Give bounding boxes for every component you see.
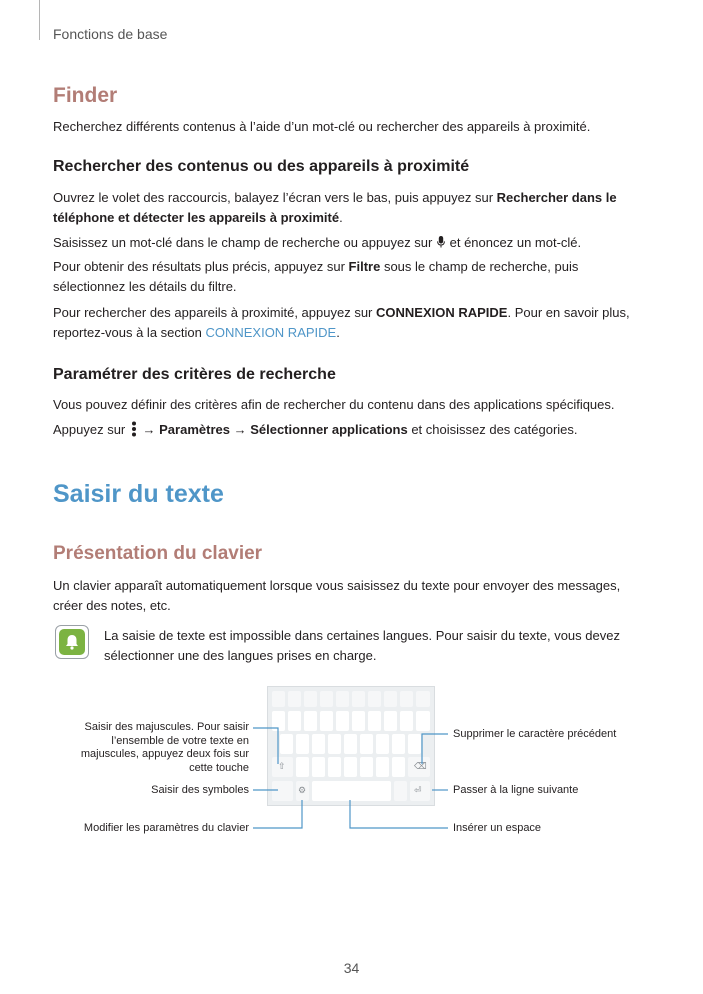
symbols-key <box>272 781 293 801</box>
criteria-p2-selectionner: Sélectionner applications <box>250 422 408 437</box>
key <box>416 691 430 707</box>
key <box>288 711 301 731</box>
running-header: Fonctions de base <box>53 26 168 42</box>
key <box>344 757 357 777</box>
search-p4-text-a: Pour rechercher des appareils à proximité, appuyez sur <box>53 305 376 320</box>
key <box>320 691 333 707</box>
key <box>336 691 349 707</box>
criteria-p2-arrow-2: → <box>229 422 251 437</box>
search-p4-text-d: . <box>336 324 340 340</box>
key <box>320 711 333 731</box>
backspace-icon: ⌫ <box>414 761 427 771</box>
search-p4-bold: CONNEXION RAPIDE <box>376 305 508 320</box>
finder-intro: Recherchez différents contenus à l’aide d’un mot-clé ou rechercher des appareils à proximité. <box>53 119 591 134</box>
key <box>280 734 293 754</box>
key <box>304 711 317 731</box>
search-p2-text-a: Saisissez un mot-clé dans le champ de recherche ou appuyez sur <box>53 235 433 250</box>
criteria-paragraph-2 <box>53 420 649 440</box>
key <box>392 757 405 777</box>
key <box>288 691 301 707</box>
clavier-heading: Présentation du clavier <box>53 543 263 564</box>
shift-arrow-icon: ⇧ <box>278 761 286 771</box>
clavier-intro: Un clavier apparaît automatiquement lorsque vous saisissez du texte pour envoyer des messages, créer des notes, etc. <box>53 578 621 613</box>
search-p3-text-c: sous le champ de recherche, puis sélectionnez les détails du filtre. <box>53 259 579 294</box>
search-p1-text-a: Ouvrez le volet des raccourcis, balayez l’écran vers le bas, puis appuyez sur <box>53 190 497 205</box>
callout-espace: Insérer un espace <box>453 822 542 834</box>
key <box>394 781 407 801</box>
key <box>312 757 325 777</box>
key <box>376 734 389 754</box>
key <box>272 711 285 731</box>
keyboard-illustration <box>267 686 435 806</box>
shift-key <box>272 757 293 777</box>
search-p1-bold: Rechercher dans le téléphone et détecter les appareils à proximité <box>53 190 617 225</box>
gear-icon: ⚙ <box>298 785 307 795</box>
note-text: La saisie de texte est impossible dans certaines langues. Pour saisir du texte, vous devez sélectionner une des langues prises en charge. <box>104 628 620 663</box>
header-rule <box>39 0 40 40</box>
callout-symboles: Saisir des symboles <box>151 784 249 796</box>
key <box>400 711 413 731</box>
key <box>392 734 405 754</box>
search-p1-text-c: . <box>339 209 343 225</box>
key <box>368 711 381 731</box>
callout-majuscules: Saisir des majuscules. Pour saisir l’ensemble de votre texte en majuscules, appuyez deux fois sur cette touche <box>80 721 249 774</box>
search-p3-bold: Filtre <box>348 259 381 274</box>
key <box>416 711 430 731</box>
key <box>360 734 373 754</box>
microphone-icon <box>437 236 445 248</box>
search-paragraph-4 <box>53 303 649 342</box>
enter-icon: ⏎ <box>414 785 422 795</box>
connexion-rapide-link[interactable]: CONNEXION RAPIDE <box>205 324 337 340</box>
space-key <box>312 781 391 801</box>
criteria-p2-parametres: Paramètres <box>159 422 230 437</box>
criteria-p2-arrow: → <box>142 422 160 437</box>
key <box>384 711 397 731</box>
more-options-icon <box>131 421 137 437</box>
key <box>328 734 341 754</box>
finder-heading: Finder <box>53 84 118 107</box>
key <box>296 757 309 777</box>
page-number: 34 <box>343 960 360 976</box>
key <box>312 734 325 754</box>
key <box>296 734 309 754</box>
key <box>408 734 421 754</box>
search-p2-text-b: et énoncez un mot-clé. <box>449 235 582 250</box>
enter-key <box>410 781 430 801</box>
key <box>352 711 365 731</box>
search-paragraph-3 <box>53 257 649 296</box>
criteria-p2-text-a: Appuyez sur <box>53 422 126 437</box>
notification-bell-icon <box>55 625 89 659</box>
saisir-heading: Saisir du texte <box>53 480 224 508</box>
callout-supprimer: Supprimer le caractère précédent <box>453 728 617 740</box>
key <box>272 691 285 707</box>
criteria-p2-text-f: et choisissez des catégories. <box>407 422 578 437</box>
callout-parametres: Modifier les paramètres du clavier <box>83 822 249 834</box>
search-content-heading: Rechercher des contenus ou des appareils à proximité <box>53 158 470 175</box>
key <box>344 734 357 754</box>
key <box>384 691 397 707</box>
key <box>368 691 381 707</box>
key <box>336 711 349 731</box>
key <box>360 757 373 777</box>
search-paragraph-1 <box>53 188 649 227</box>
backspace-key <box>408 757 430 777</box>
key <box>376 757 389 777</box>
search-p3-text-a: Pour obtenir des résultats plus précis, appuyez sur <box>53 259 349 274</box>
criteria-paragraph-1: Vous pouvez définir des critères afin de rechercher du contenu dans des applications spécifiques. <box>53 397 615 412</box>
key <box>400 691 413 707</box>
callout-ligne: Passer à la ligne suivante <box>453 784 579 796</box>
key <box>352 691 365 707</box>
search-paragraph-2 <box>53 233 649 253</box>
key <box>304 691 317 707</box>
search-criteria-heading: Paramétrer des critères de recherche <box>53 366 336 383</box>
search-p4-text-c: . Pour en savoir plus, reportez-vous à la section <box>53 305 630 340</box>
key <box>328 757 341 777</box>
settings-key <box>296 781 309 801</box>
